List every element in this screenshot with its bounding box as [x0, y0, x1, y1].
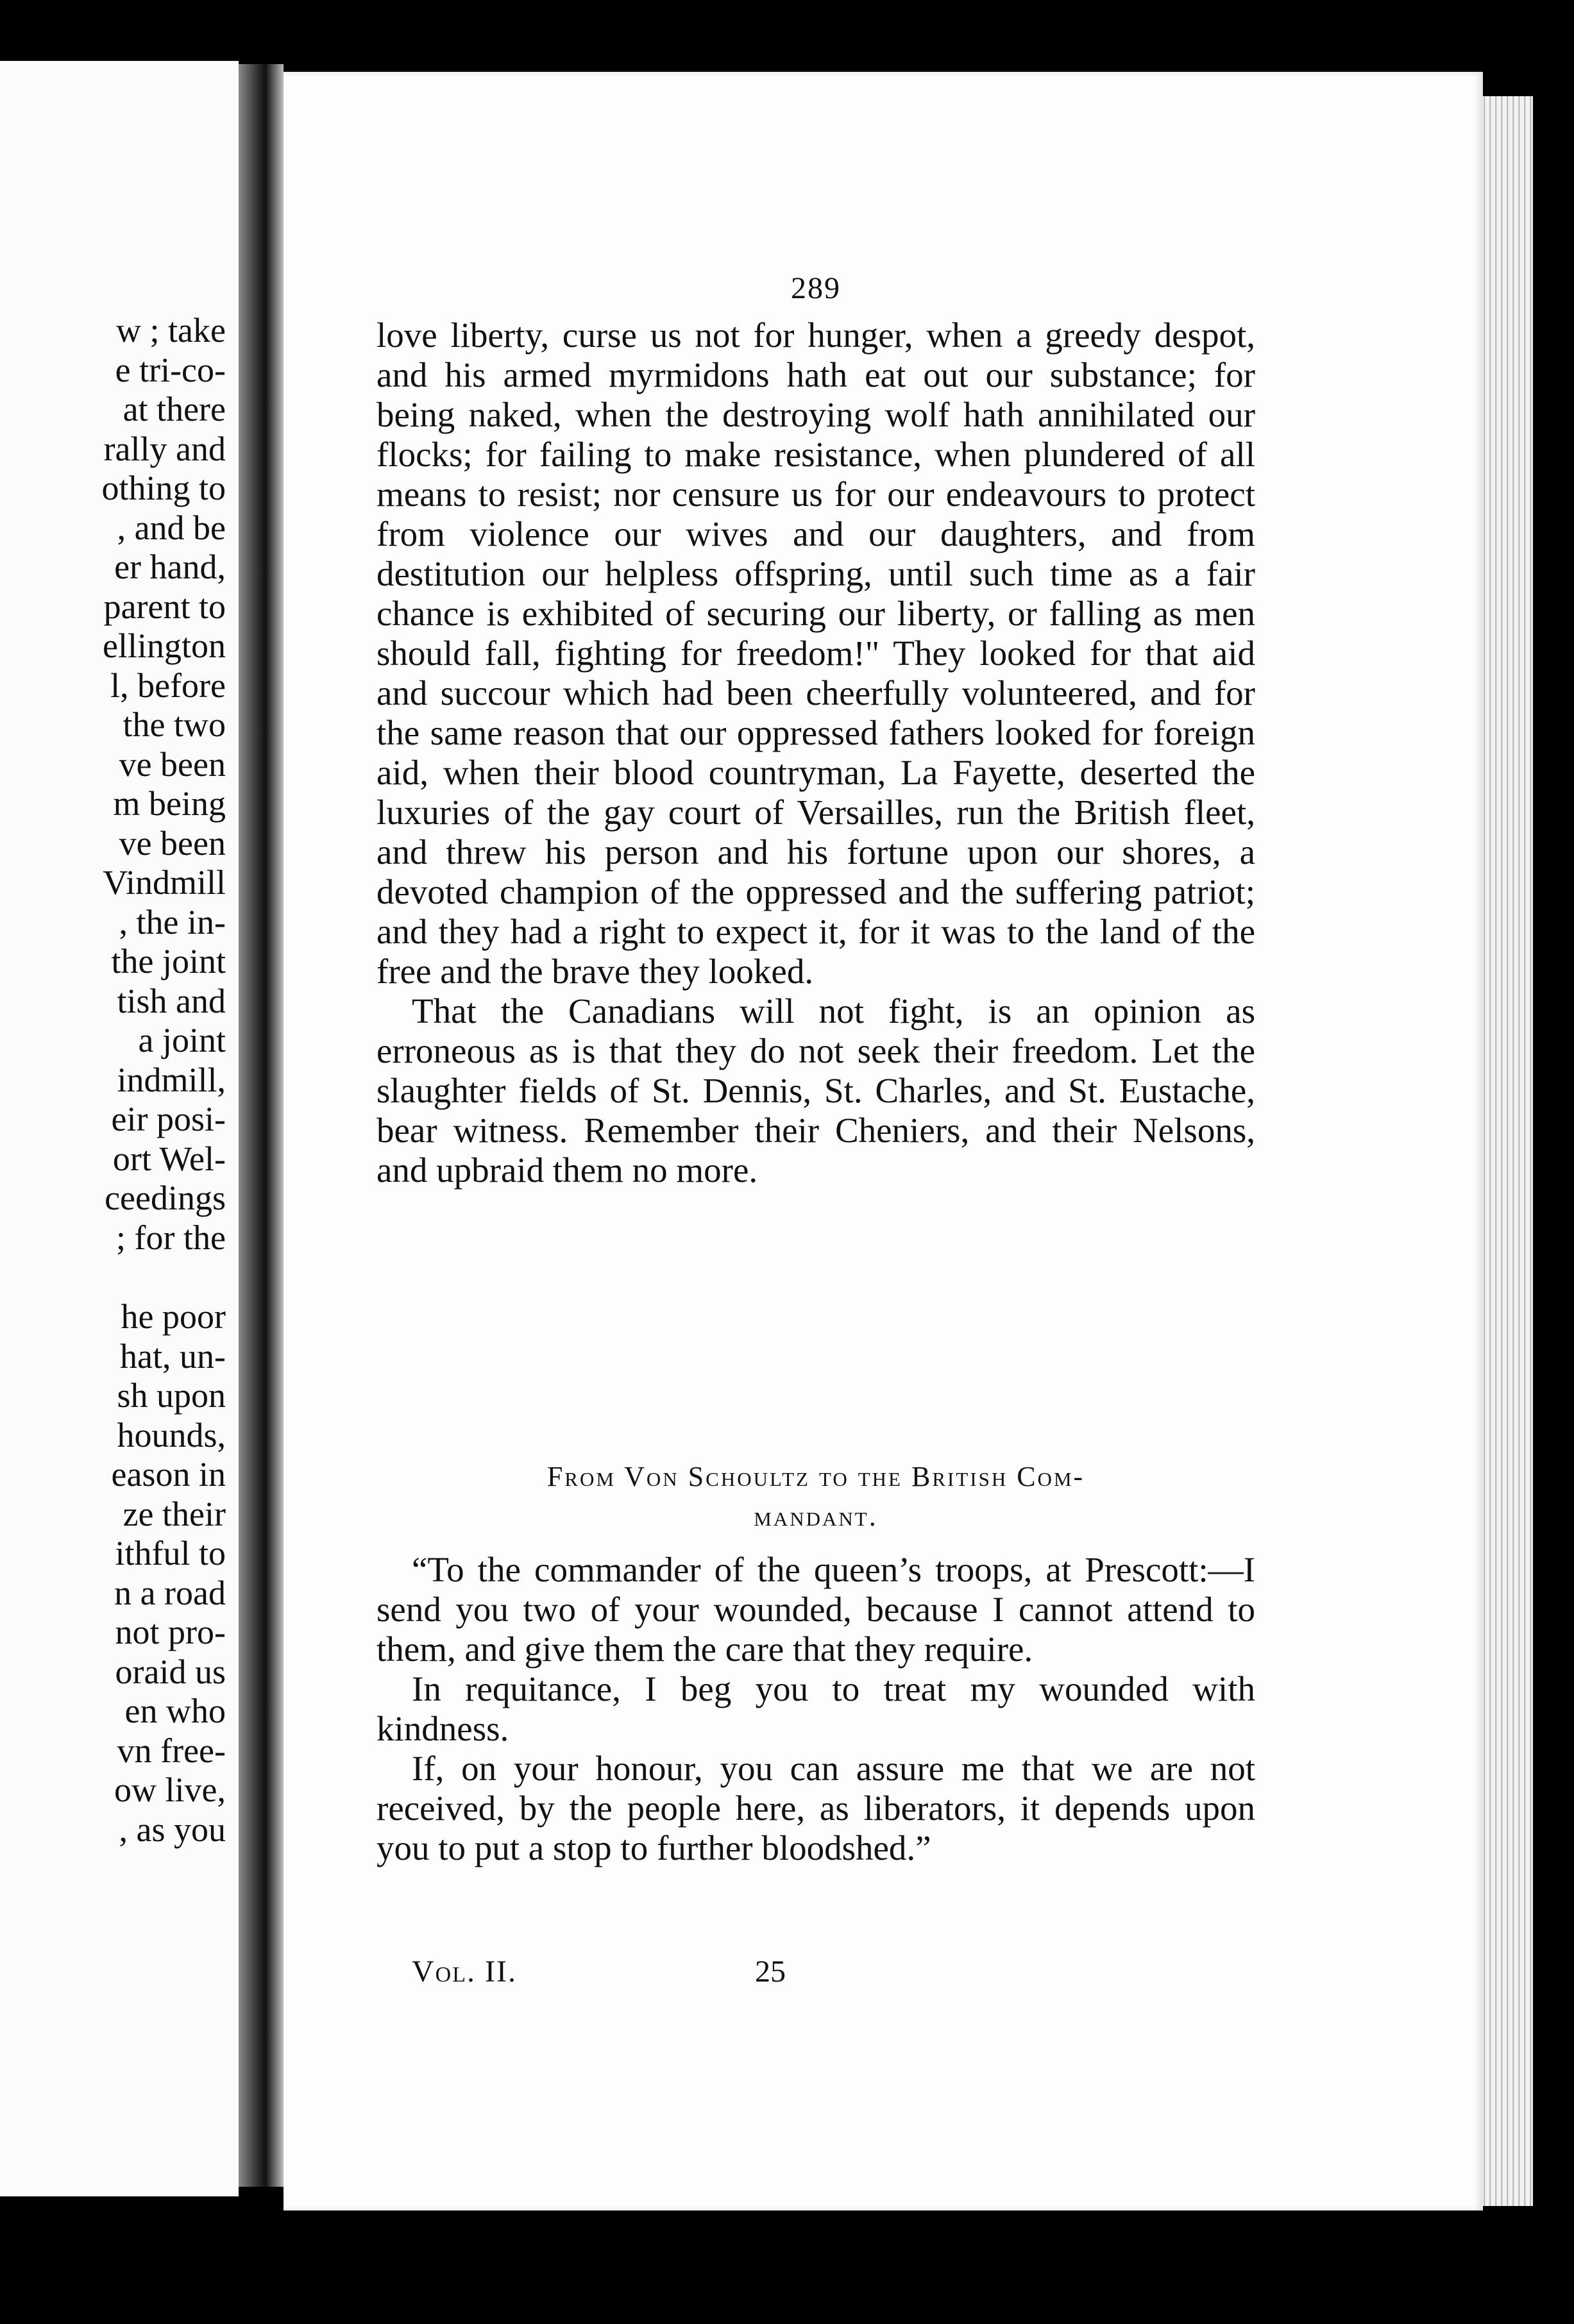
volume-label: Vol. II.: [412, 1955, 517, 1989]
letter-paragraph-1: “To the commander of the queen’s troops, at Prescott:—I send you two of your wounded, because I cannot attend to them, and give them the care that they require.: [377, 1550, 1255, 1669]
left-page-line: ceedings: [105, 1179, 226, 1217]
left-page-line: , the in-: [119, 902, 226, 941]
left-page-text: [14, 311, 226, 1849]
body-text: [377, 316, 1255, 1190]
left-page-line: e tri-co-: [115, 350, 226, 389]
left-page-line: parent to: [103, 587, 226, 626]
left-page-line: othing to: [101, 469, 226, 507]
left-page-line: ; for the: [116, 1218, 226, 1257]
left-page: [0, 61, 239, 2196]
left-page-line: rally and: [103, 429, 226, 468]
book-gutter: [239, 64, 283, 2187]
left-page-line: ithful to: [115, 1534, 226, 1572]
left-page-line: , and be: [117, 508, 226, 547]
left-page-line: hounds,: [117, 1415, 226, 1454]
left-page-line: not pro-: [115, 1613, 226, 1651]
left-page-line: the joint: [111, 942, 226, 981]
left-page-blank-line: [14, 1258, 226, 1297]
left-page-line: eason in: [111, 1455, 226, 1494]
left-page-line: Vindmill: [103, 863, 226, 902]
left-page-line: eir posi-: [111, 1100, 226, 1138]
left-page-line: n a road: [114, 1573, 226, 1612]
left-page-line: hat, un-: [120, 1336, 226, 1376]
letter-paragraph-3: If, on your honour, you can assure me that we are not received, by the people here, as liberators, it depends upon you to put a stop to further bloodshed.”: [377, 1749, 1255, 1867]
left-page-line: l, before: [110, 666, 226, 705]
left-page-line: the two: [123, 705, 226, 744]
right-page: [283, 72, 1483, 2210]
left-page-line: , as you: [119, 1810, 226, 1849]
paragraph-2: That the Canadians will not fight, is an opinion as erroneous as is that they do not seek their freedom. Let the slaughter fields of St. Dennis, St. Charles, and St. Eustache, bear witness. Remember their Cheniers, and their Nelsons, and upbraid them no more.: [377, 991, 1255, 1190]
left-page-line: ze their: [123, 1494, 226, 1533]
left-page-line: sh upon: [117, 1376, 226, 1415]
left-page-line: he poor: [121, 1297, 226, 1336]
left-page-line: w ; take: [116, 311, 226, 349]
left-page-line: at there: [123, 390, 226, 428]
left-page-line: ow live,: [114, 1771, 226, 1809]
left-page-line: indmill,: [117, 1060, 226, 1099]
section-heading: [377, 1457, 1255, 1537]
section-heading-line-2: mandant.: [754, 1501, 878, 1532]
left-page-line: vn free-: [117, 1731, 226, 1770]
section-heading-line-1: From Von Schoultz to the British Com-: [546, 1461, 1085, 1492]
left-page-line: a joint: [138, 1021, 226, 1059]
signature-mark: 25: [755, 1955, 786, 1989]
left-page-line: ort Wel-: [112, 1139, 226, 1178]
page-number: 289: [791, 271, 841, 305]
paragraph-1: love liberty, curse us not for hunger, when a greedy despot, and his armed myrmidons hath eat out our substance; for being naked, when the destroying wolf hath annihilated our flocks; for failing to make resistance, when plundered of all means to resist; nor censure us for our endeavours to protect from violence our wives and our daughters, and from destitution our helpless offspring, until such time as a fair chance is exhibited of securing our liberty, or falling as men should fall, fighting for freedom!" They looked for that aid and succour which had been cheerfully volunteered, and for the same reason that our oppressed fathers looked for foreign aid, when their blood countryman, La Fayette, deserted the luxuries of the gay court of Versailles, run the British fleet, and threw his person and his fortune upon our shores, a devoted champion of the oppressed and the suffering patriot; and they had a right to expect it, for it was to the land of the free and the brave they looked.: [377, 316, 1255, 991]
left-page-line: m being: [113, 784, 226, 823]
left-page-line: oraid us: [115, 1652, 226, 1691]
letter-text: [377, 1550, 1255, 1868]
left-page-line: en who: [124, 1692, 226, 1730]
left-page-line: ve been: [119, 823, 226, 863]
letter-paragraph-2: In requitance, I beg you to treat my wounded with kindness.: [377, 1669, 1255, 1748]
left-page-line: ve been: [119, 745, 226, 784]
left-page-line: tish and: [117, 981, 226, 1020]
left-page-line: ellington: [103, 627, 226, 665]
left-page-line: er hand,: [114, 548, 226, 586]
